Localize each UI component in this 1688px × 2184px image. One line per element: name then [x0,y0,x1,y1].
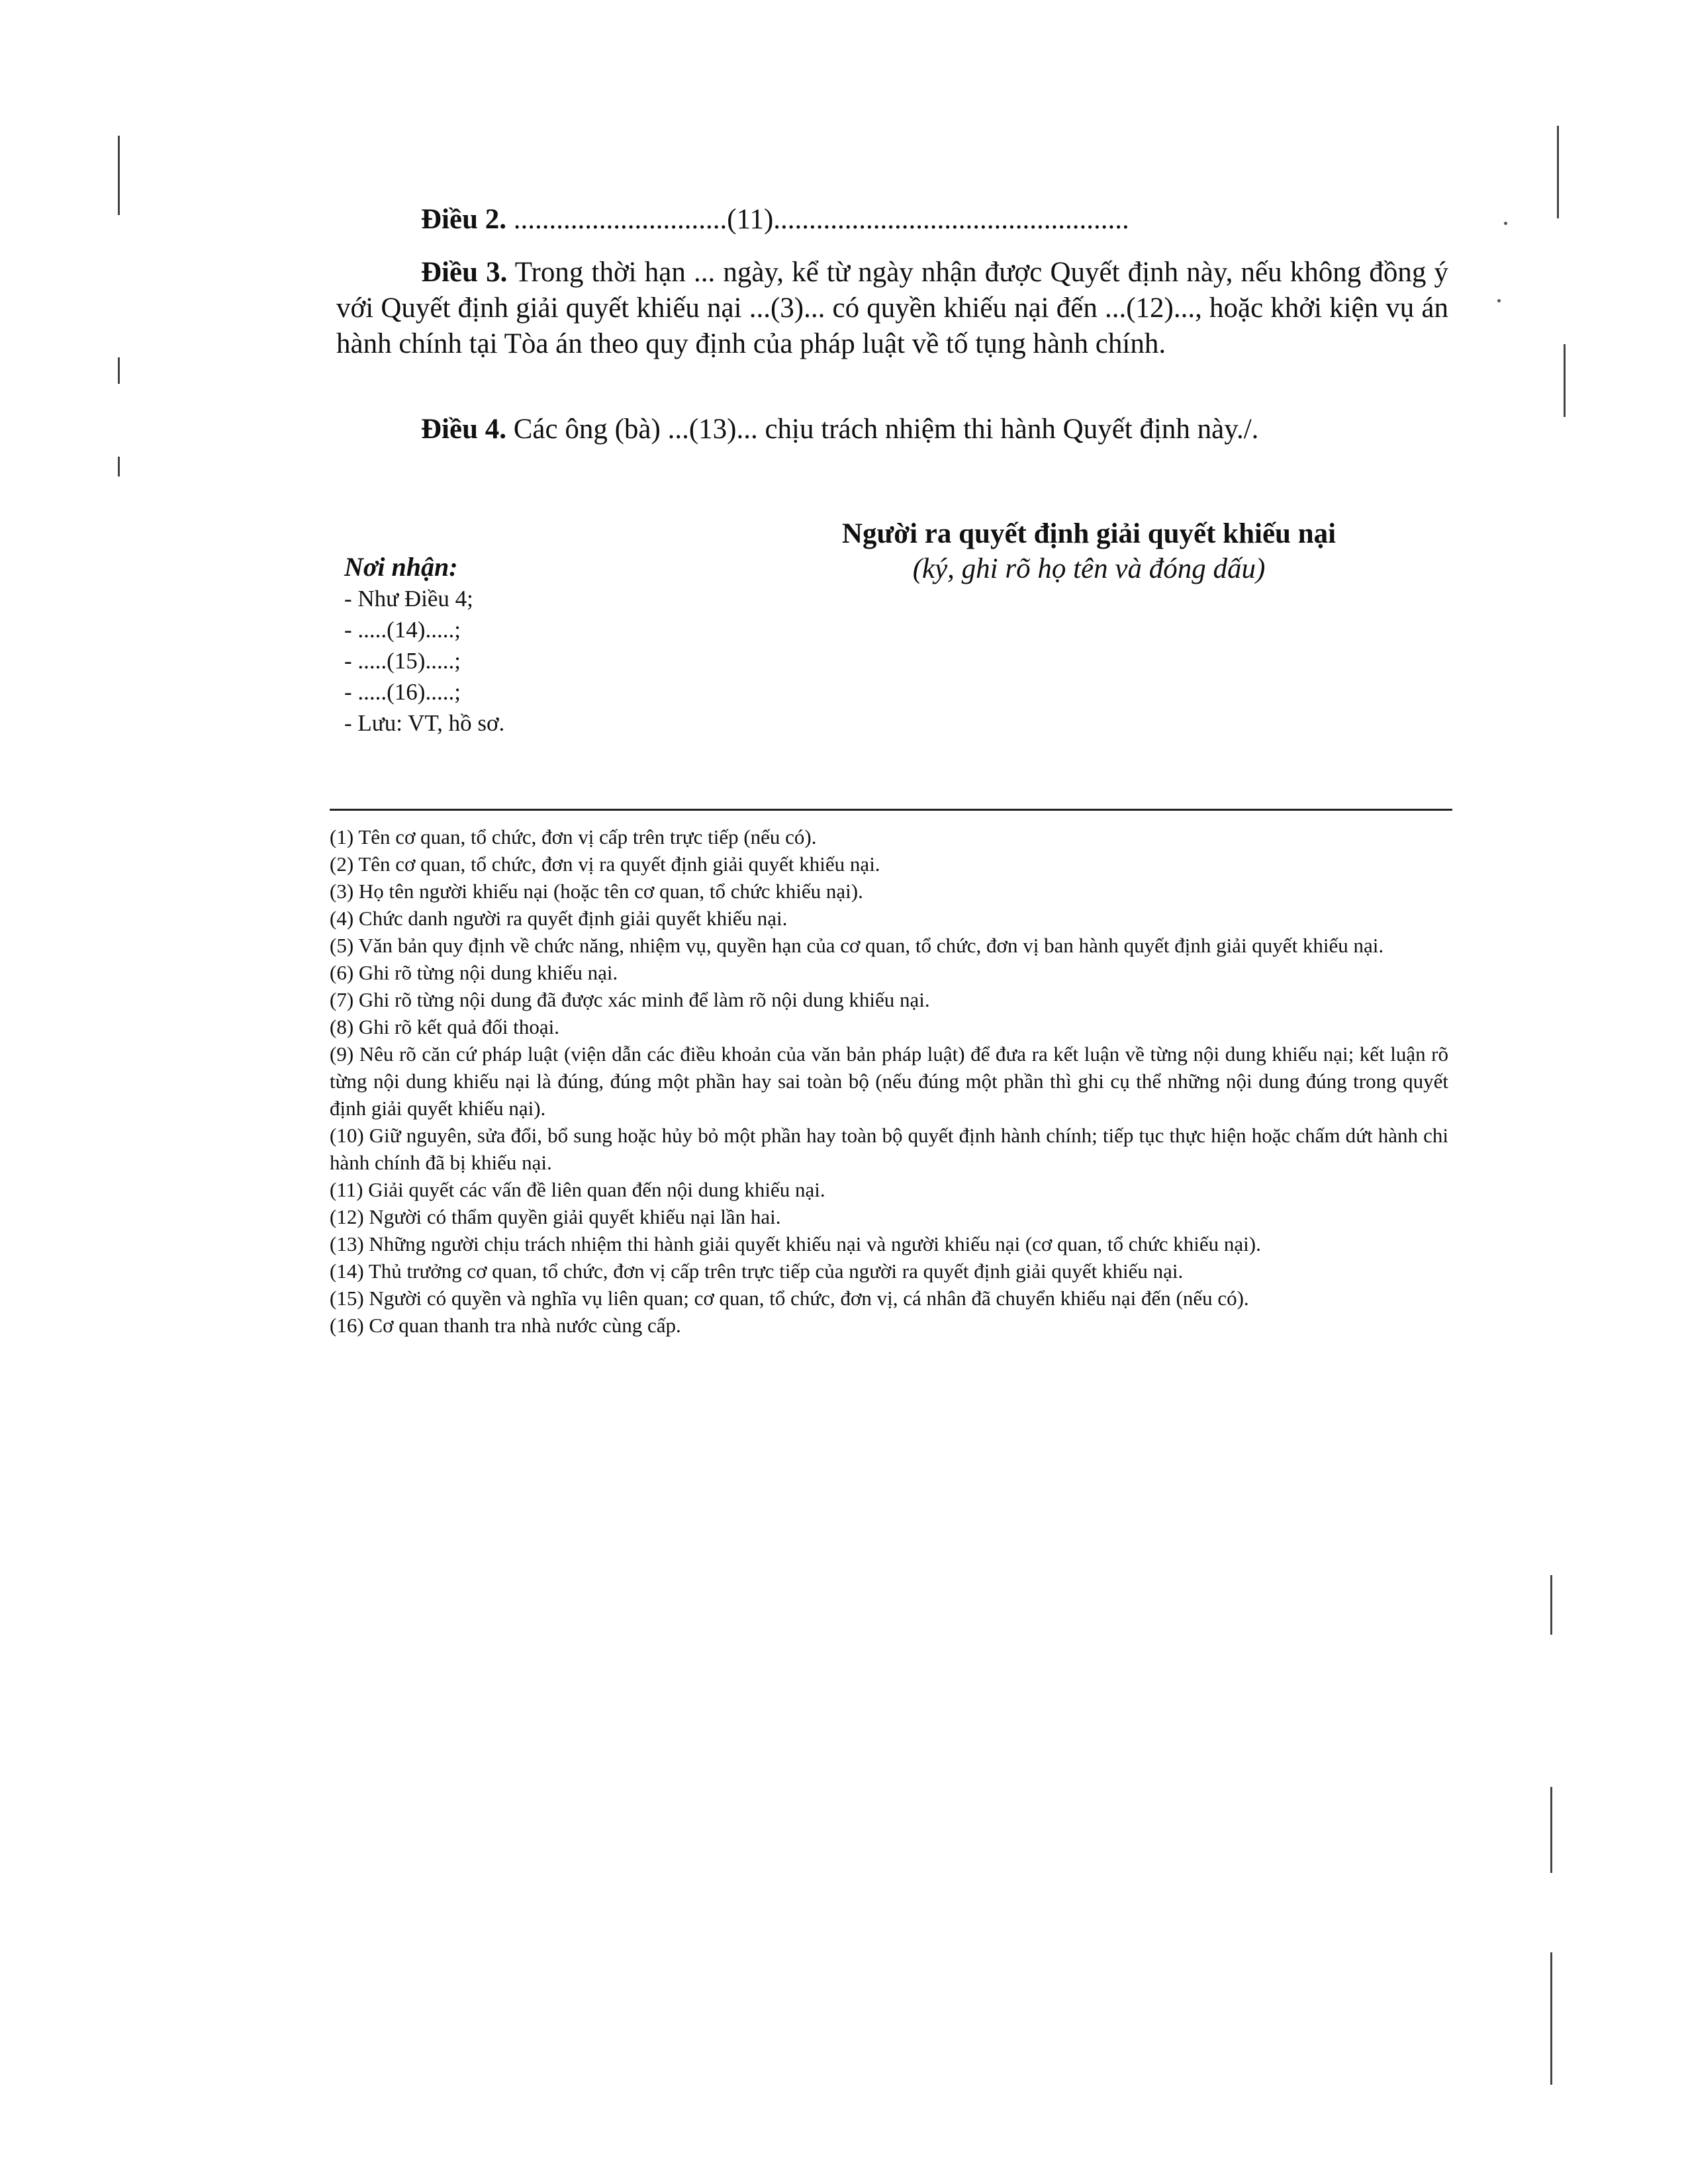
footnote-item: (2) Tên cơ quan, tổ chức, đơn vị ra quyết định giải quyết khiếu nại. [330,852,880,876]
article-3 [336,255,1448,362]
footnote-item: (7) Ghi rõ từng nội dung đã được xác minh để làm rõ nội dung khiếu nại. [330,988,930,1011]
footnote-item: (1) Tên cơ quan, tổ chức, đơn vị cấp trên trực tiếp (nếu có). [330,825,817,848]
signer-note: (ký, ghi rõ họ tên và đóng dấu) [912,553,1266,584]
footnote-item: (8) Ghi rõ kết quả đối thoại. [330,1015,559,1038]
footnote-item: (4) Chức danh người ra quyết định giải quyết khiếu nại. [330,907,788,930]
article-3-text: Trong thời hạn ... ngày, kể từ ngày nhận được Quyết định này, nếu không đồng ý với Quyết định giải quyết khiếu nại ...(3)... có quyền khiếu nại đến ...(12)..., hoặc khởi kiện vụ án hành chính tại Tòa án theo quy định của pháp luật về tố tụng hành chính. [336,257,1449,359]
signature-block [781,516,1397,586]
signer-title: Người ra quyết định giải quyết khiếu nại [841,518,1336,549]
footnote-item: (10) Giữ nguyên, sửa đổi, bổ sung hoặc hủy bỏ một phần hay toàn bộ quyết định hành chính; tiếp tục thực hiện hoặc chấm dứt hành chi hành chính đã bị khiếu nại. [330,1124,1448,1174]
scan-edge-right [1550,1575,1552,1635]
footnote-item: (13) Những người chịu trách nhiệm thi hành giải quyết khiếu nại và người khiếu nại (cơ quan, tổ chức khiếu nại). [330,1232,1261,1255]
footnote-item: (6) Ghi rõ từng nội dung khiếu nại. [330,961,618,984]
footnote-item: (12) Người có thẩm quyền giải quyết khiếu nại lần hai. [330,1205,781,1228]
footnote-item: (11) Giải quyết các vấn đề liên quan đến nội dung khiếu nại. [330,1178,825,1201]
recipient-item: - Lưu: VT, hồ sơ. [344,710,505,736]
recipient-item: - .....(16).....; [344,679,461,705]
recipients-block [344,551,504,739]
article-2-text: ..............................(11).................................................. [506,204,1129,235]
scan-edge-right [1564,344,1566,417]
scan-edge-left [118,136,120,215]
article-2-label: Điều 2. [421,204,506,235]
scan-edge-right [1550,1787,1552,1873]
article-4-label: Điều 4. [421,414,506,445]
article-4-text: Các ông (bà) ...(13)... chịu trách nhiệm thi hành Quyết định này./. [506,414,1259,445]
footnote-item: (5) Văn bản quy định về chức năng, nhiệm vụ, quyền hạn của cơ quan, tổ chức, đơn vị ban hành quyết định giải quyết khiếu nại. [330,934,1384,957]
recipient-item: - Như Điều 4; [344,586,473,612]
scan-speck [1497,299,1501,302]
scan-speck [1504,222,1507,225]
footnote-item: (16) Cơ quan thanh tra nhà nước cùng cấp. [330,1314,681,1337]
footnotes [330,823,1448,1339]
footnote-item: (15) Người có quyền và nghĩa vụ liên quan; cơ quan, tổ chức, đơn vị, cá nhân đã chuyển khiếu nại đến (nếu có). [330,1287,1249,1310]
article-4 [336,412,1448,447]
scan-edge-left [118,457,120,477]
recipient-item: - .....(14).....; [344,617,461,643]
article-2 [336,202,1448,238]
footnote-separator [330,809,1452,811]
scan-edge-right [1550,1952,1552,2085]
scan-edge-right [1557,126,1559,218]
recipients-heading: Nơi nhận: [344,552,458,582]
article-3-label: Điều 3. [421,257,508,288]
recipient-item: - .....(15).....; [344,648,461,674]
footnote-item: (9) Nêu rõ căn cứ pháp luật (viện dẫn các điều khoản của văn bản pháp luật) để đưa ra kết luận về từng nội dung khiếu nại; kết luận rõ từng nội dung khiếu nại là đúng, đúng một phần hay sai toàn bộ (nếu đúng một phần thì ghi cụ thể những nội dung đúng trong quyết định giải quyết khiếu nại). [330,1042,1448,1120]
scan-edge-left [118,357,120,384]
footnote-item: (14) Thủ trưởng cơ quan, tổ chức, đơn vị cấp trên trực tiếp của người ra quyết định giải quyết khiếu nại. [330,1259,1184,1283]
footnote-item: (3) Họ tên người khiếu nại (hoặc tên cơ quan, tổ chức khiếu nại). [330,880,863,903]
